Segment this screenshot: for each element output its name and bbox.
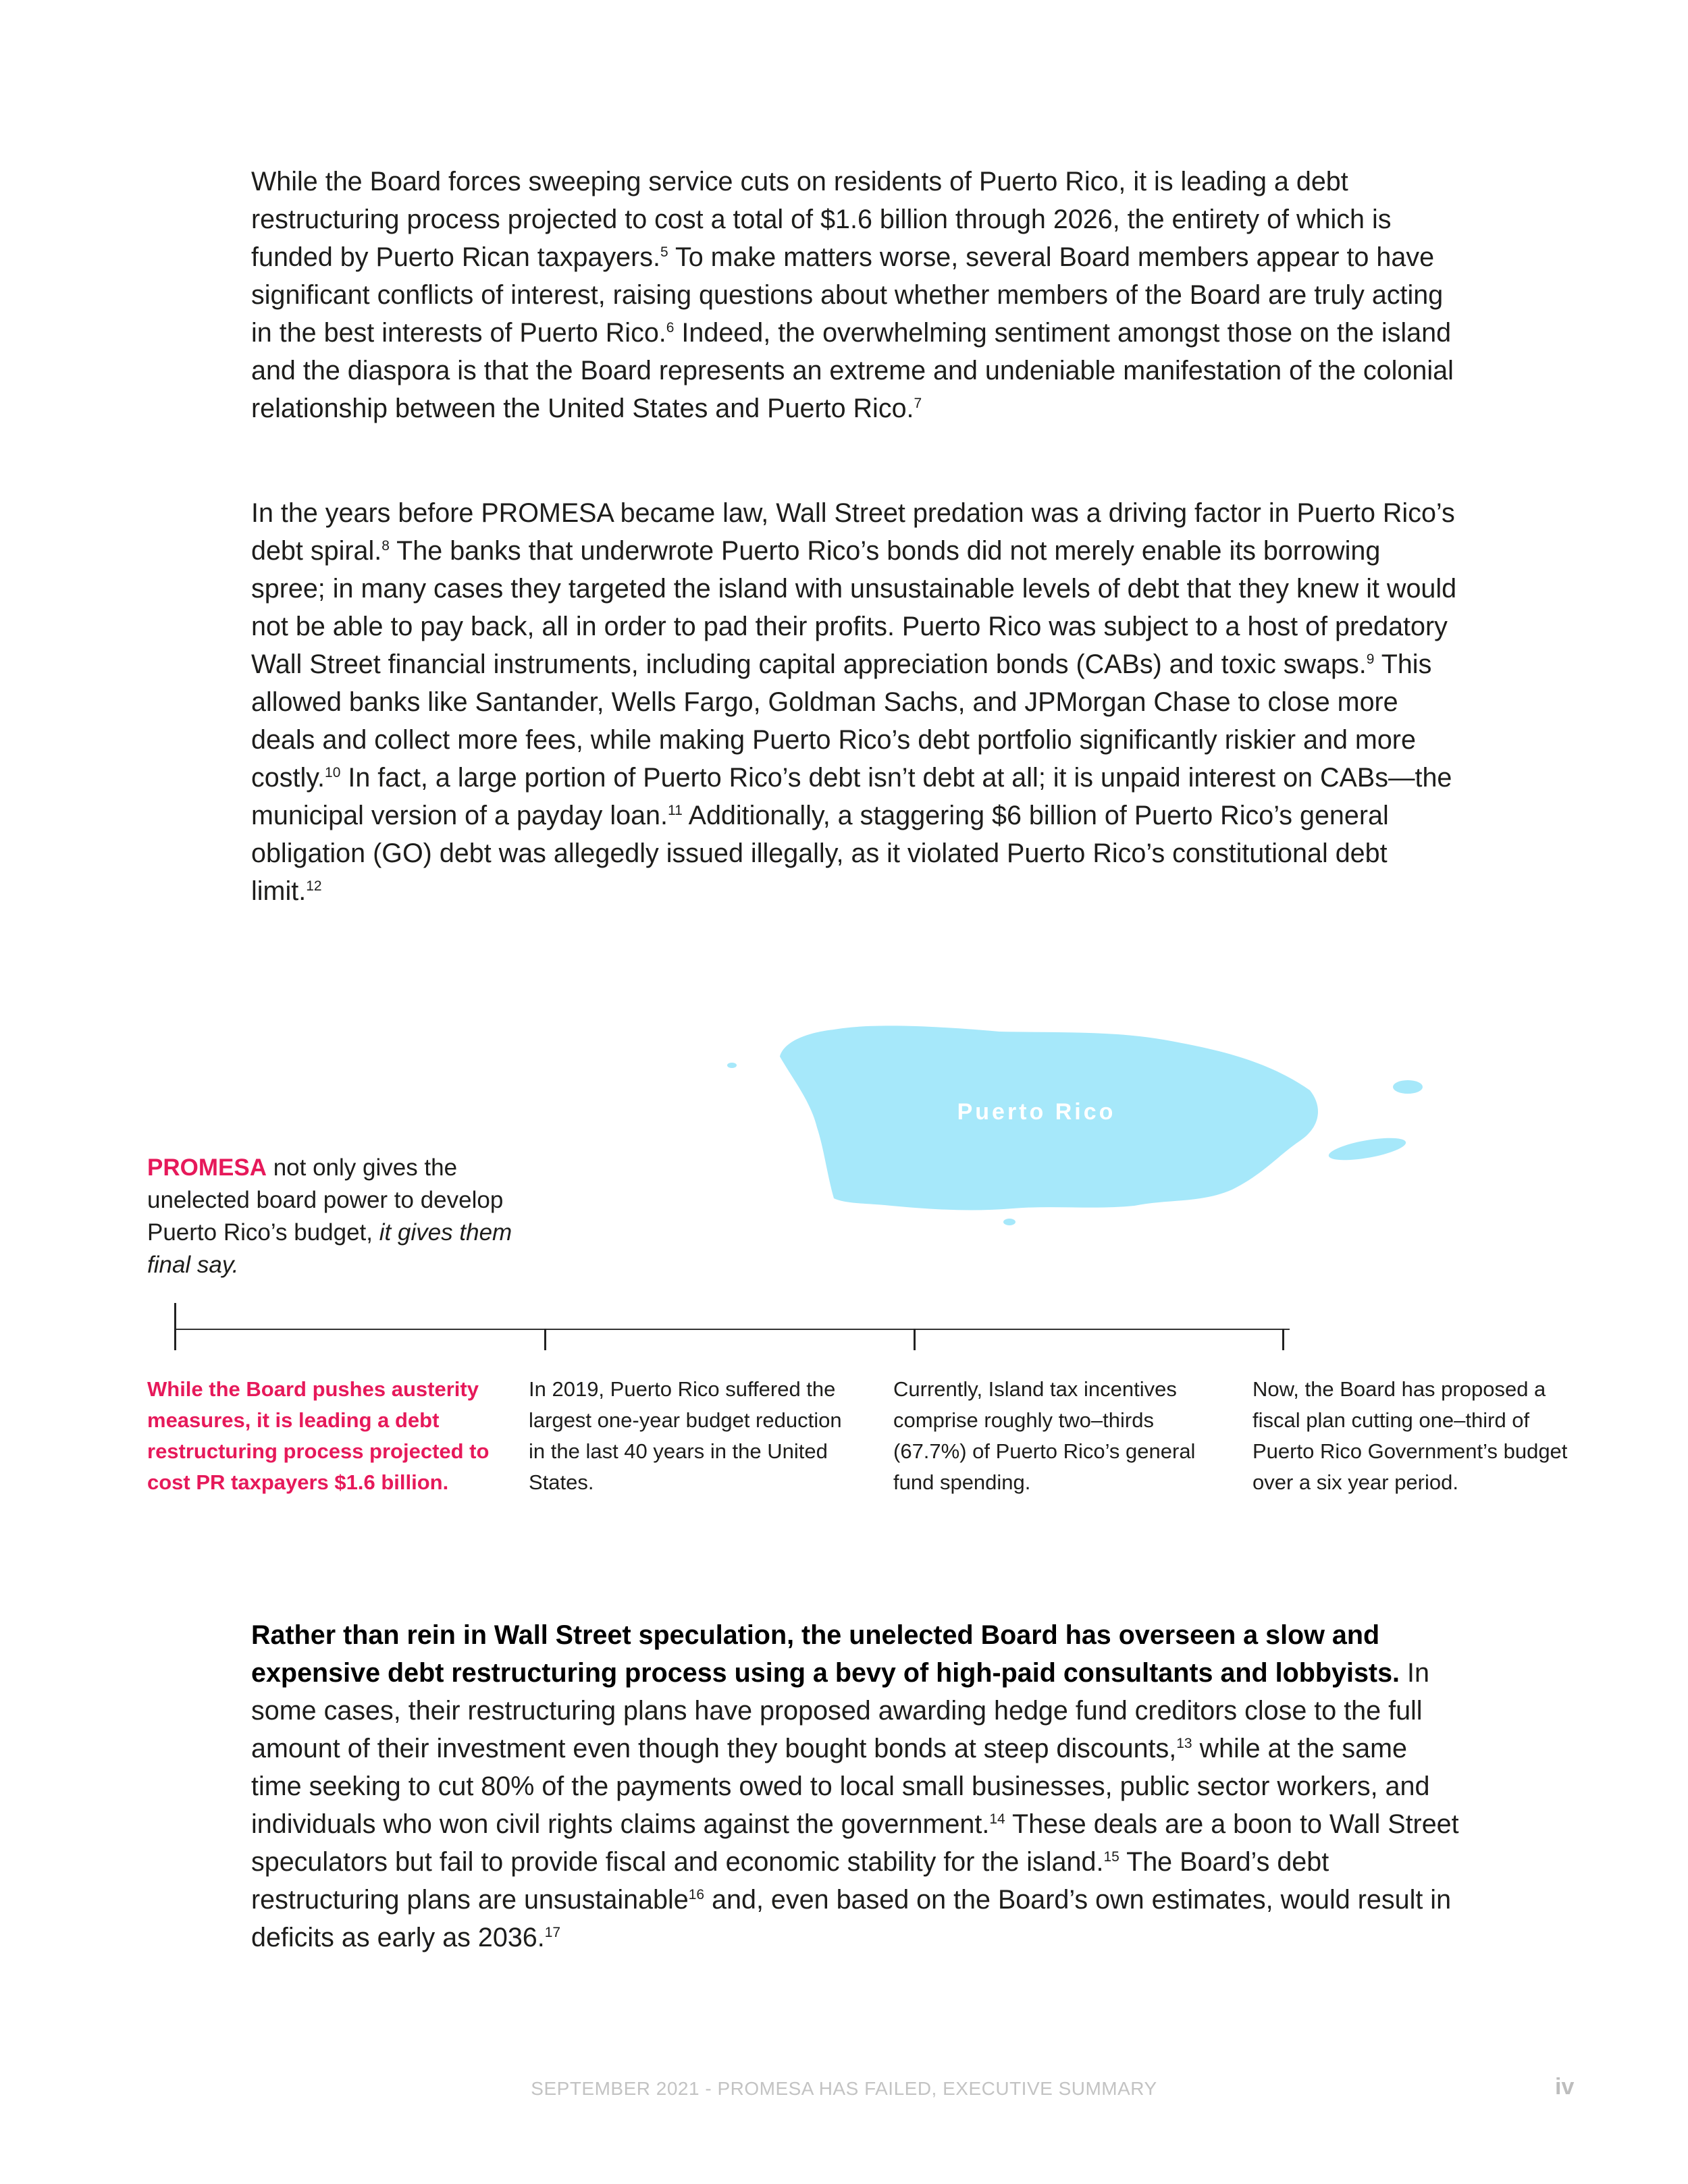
footnote-10[interactable]: 10 [325, 764, 341, 780]
timeline-item-1: While the Board pushes austerity measures, it is leading a debt restructuring process projected to cost PR taxpayers $1.6 billion. [147, 1377, 490, 1494]
promesa-callout: PROMESA not only gives the unelected board power to develop Puerto Rico’s budget, it gives them final say. [147, 1154, 512, 1278]
callout-emphasis: it gives them final say. [147, 1219, 512, 1278]
vieques-island [1327, 1134, 1408, 1165]
footnote-15[interactable]: 15 [1103, 1848, 1119, 1865]
body-paragraph-2: In the years before PROMESA became law, Wall Street predation was a driving factor in Puerto Rico’s debt spiral.$^8$ The banks that underwrote Puerto Rico’s bonds did not merely enable its borrowing spree; in many cases they targeted the island with unsustainable levels of debt that they knew it would not be able to pay back, all in order to pad their profits. Puerto Rico was subject to a host of predatory Wall Street financial instruments, including capital appreciation bonds (CABs) and toxic swaps.$^9$ This allowed banks like Santander, Wells Fargo, Goldman Sachs, and JPMorgan Chase to close more deals and collect more fees, while making Puerto Rico’s debt portfolio significantly riskier and more costly.$^{10}$ In fact, a large portion of Puerto Rico’s debt isn’t debt at all; it is unpaid interest on CABs—the municipal version of a payday loan.$^{11}$ Additionally, a staggering $6 billion of Puerto Rico’s general obligation (GO) debt was allegedly issued illegally, as it violated Puerto Rico’s constitutional debt limit.$^{12}$ [251, 498, 1457, 906]
south-cay [1003, 1219, 1016, 1225]
footnote-16[interactable]: 16 [688, 1886, 705, 1902]
callout-highlight: PROMESA [147, 1154, 267, 1181]
culebra-island [1393, 1080, 1423, 1094]
timeline-tick-3 [1282, 1329, 1284, 1350]
footnote-14[interactable]: 14 [989, 1811, 1005, 1827]
footnote-13[interactable]: 13 [1176, 1735, 1192, 1751]
footnote-5[interactable]: 5 [660, 244, 668, 260]
footnote-17[interactable]: 17 [544, 1924, 561, 1940]
puerto-rico-map [716, 1013, 1431, 1242]
page-number: iv [1555, 2074, 1575, 2100]
footnote-9[interactable]: 9 [1366, 651, 1375, 667]
timeline-line [176, 1329, 1290, 1330]
timeline-item-3: Currently, Island tax incentives comprise roughly two–thirds (67.7%) of Puerto Rico’s general fund spending. [893, 1377, 1196, 1494]
body-paragraph-1: While the Board forces sweeping service cuts on residents of Puerto Rico, it is leading a debt restructuring process projected to cost a total of $1.6 billion through 2026, the entirety of which is funded by Puerto Rican taxpayers.$^5$ To make matters worse, several Board members appear to have significant conflicts of interest, raising questions about whether members of the Board are truly acting in the best interests of Puerto Rico.$^6$ Indeed, the overwhelming sentiment amongst those on the island and the diaspora is that the Board represents an extreme and undeniable manifestation of the colonial relationship between the United States and Puerto Rico.$^7$ [251, 167, 1454, 423]
body-paragraph-3: Rather than rein in Wall Street speculation, the unelected Board has overseen a slow and expensive debt restructuring process using a bevy of high-paid consultants and lobbyists. In some cases, their restructuring plans have proposed awarding hedge fund creditors close to the full amount of their investment even though they bought bonds at steep discounts,$^{13}$ while at the same time seeking to cut 80% of the payments owed to local small businesses, public sector workers, and individuals who won civil rights claims against the government.$^{14}$ These deals are a boon to Wall Street speculators but fail to provide fiscal and economic stability for the island.$^{15}$ The Board’s debt restructuring plans are unsustainable$^{16}$ and, even based on the Board’s own estimates, would result in deficits as early as 2036.17 [251, 1620, 1459, 1952]
footnote-7[interactable]: 7 [914, 395, 922, 411]
timeline-tick-2 [914, 1329, 916, 1350]
timeline-item-2: In 2019, Puerto Rico suffered the largest one-year budget reduction in the last 40 years in the United States. [529, 1377, 842, 1494]
footnote-6[interactable]: 6 [666, 319, 675, 336]
footnote-12[interactable]: 12 [306, 878, 322, 894]
timeline-item-4: Now, the Board has proposed a fiscal plan cutting one–third of Puerto Rico Government’s budget over a six year period. [1252, 1377, 1568, 1494]
footnote-8[interactable]: 8 [381, 537, 390, 554]
timeline-tick-start [174, 1303, 176, 1350]
timeline-tick-1 [544, 1329, 546, 1350]
footnote-11[interactable]: 11 [668, 802, 683, 818]
map-label: Puerto Rico [957, 1099, 1116, 1125]
paragraph-lead: Rather than rein in Wall Street speculation, the unelected Board has overseen a slow and expensive debt restructuring process using a bevy of high-paid consultants and lobbyists. [251, 1620, 1400, 1688]
desecheo-island [727, 1063, 737, 1068]
page-footer: SEPTEMBER 2021 - PROMESA HAS FAILED, EXECUTIVE SUMMARY [531, 2078, 1157, 2099]
